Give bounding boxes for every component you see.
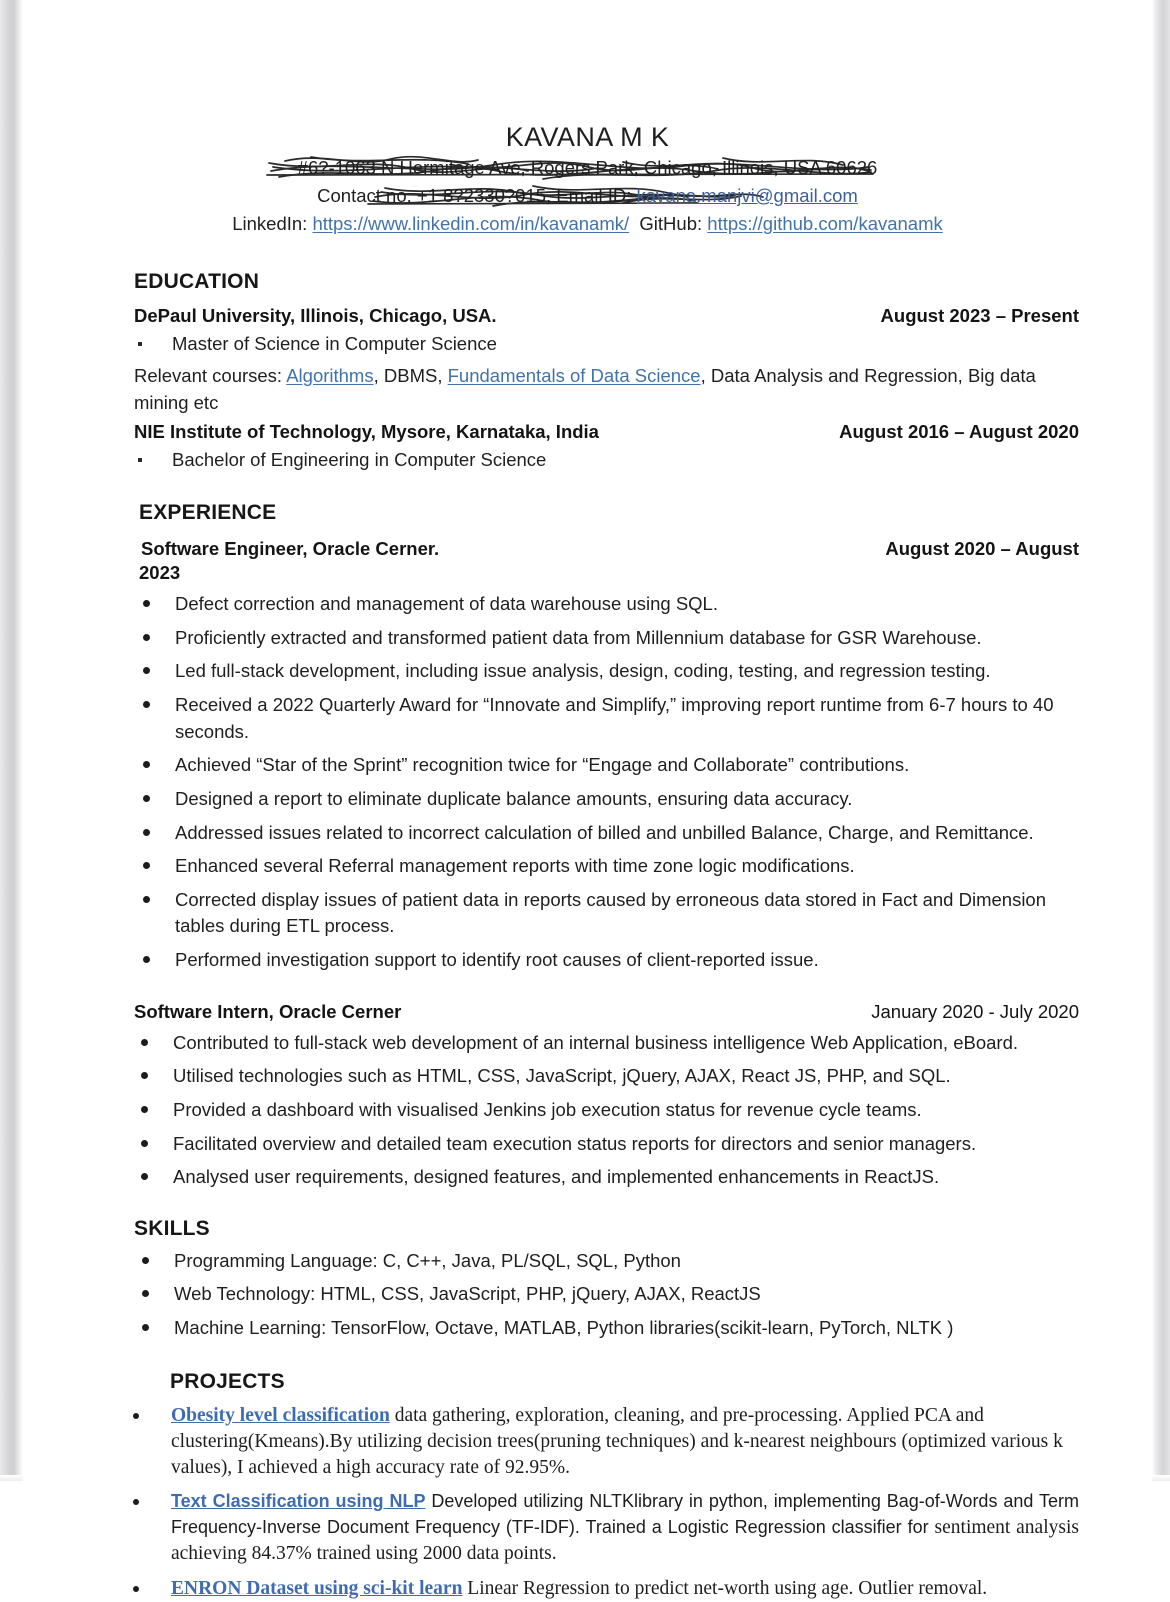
education-bullets-0 [134, 331, 1079, 358]
email-domain: vi@gmail.com [741, 185, 858, 207]
education-section [23, 270, 1152, 473]
list-item: Received a 2022 Quarterly Award for “Innovate and Simplify,” improving report runtime from 6-7 hours to 40 seconds. [135, 692, 1079, 745]
experience-bullets-0 [135, 591, 1079, 974]
resume-header [23, 0, 1152, 237]
email-link[interactable] [637, 185, 858, 206]
project-body-1-tail: sentiment analysis achieving 84.37% trained using 2000 data points. [171, 1517, 1079, 1565]
resume-document [23, 0, 1152, 1602]
list-item: Bachelor of Engineering in Computer Science [134, 447, 1079, 474]
list-item: Master of Science in Computer Science [134, 331, 1079, 358]
project-link-obesity-level-classification[interactable]: Obesity level classification [171, 1404, 390, 1426]
list-item [123, 1576, 1079, 1602]
education-bullets-1 [134, 447, 1079, 474]
list-item: Analysed user requirements, designed features, and implemented enhancements in ReactJS. [133, 1164, 1079, 1191]
contact-number: +1 8?2330?015 [416, 185, 547, 207]
github-link[interactable]: https://github.com/kavanamk [707, 213, 943, 235]
experience-section [23, 501, 1152, 1191]
projects-list [123, 1403, 1079, 1602]
experience-job-0 [139, 538, 1079, 974]
projects-section [23, 1370, 1152, 1602]
list-item: Enhanced several Referral management reports with time zone logic modifications. [135, 853, 1079, 880]
email-user-redacted: kavana.manj [636, 185, 742, 207]
page-left-edge-shadow [0, 0, 23, 1481]
list-item: Web Technology: HTML, CSS, JavaScript, PHP, jQuery, AJAX, ReactJS [134, 1281, 1079, 1308]
project-body-1: Developed utilizing NLTKlibrary in python, implementing Bag-of-Words and Term Frequency-Inverse Document Frequency (TF-IDF). Trained a Logistic Regression classifier for [171, 1491, 1079, 1538]
skills-heading: SKILLS [134, 1216, 210, 1240]
list-item: Designed a report to eliminate duplicate balance amounts, ensuring data accuracy. [135, 786, 1079, 813]
candidate-name: KAVANA M K [505, 122, 670, 152]
job-title-0: Software Engineer, Oracle Cerner. [141, 538, 440, 560]
project-body-0: data gathering, exploration, cleaning, and pre-processing. Applied PCA and clustering(Kmeans).By utilizing decision trees(pruning techniques) and k-nearest neighbours (optimized various k values), I achieved a high accuracy rate of 92.95%. [171, 1404, 1063, 1478]
skills-list [134, 1248, 1079, 1342]
page-right-edge-shadow [1152, 0, 1170, 1481]
list-item: Achieved “Star of the Sprint” recognition twice for “Engage and Collaborate” contributions. [135, 752, 1079, 779]
list-item: Utilised technologies such as HTML, CSS, JavaScript, jQuery, AJAX, React JS, PHP, and SQL. [133, 1063, 1079, 1090]
experience-heading: EXPERIENCE [139, 501, 277, 525]
list-item: Corrected display issues of patient data in reports caused by erroneous data stored in Fact and Dimension tables during ETL process. [135, 887, 1079, 940]
education-entry-header-1 [134, 421, 1079, 443]
project-body-2: Linear Regression to predict net-worth using age. Outlier removal. [462, 1578, 988, 1600]
relevant-courses-line [134, 363, 1079, 417]
list-item: Machine Learning: TensorFlow, Octave, MATLAB, Python libraries(scikit-learn, PyTorch, NLTK ) [134, 1315, 1079, 1342]
projects-heading: PROJECTS [170, 1369, 285, 1393]
courses-mid: , DBMS, [373, 364, 448, 386]
education-date-1: August 2016 – August 2020 [839, 420, 1079, 442]
email-label: , Email ID: [546, 185, 637, 207]
education-heading: EDUCATION [134, 270, 260, 294]
experience-bullets-1 [133, 1030, 1079, 1191]
courses-label: Relevant courses: [134, 364, 287, 386]
github-label: GitHub: [639, 213, 708, 235]
linkedin-label: LinkedIn: [232, 213, 313, 235]
experience-job-header-1 [134, 1001, 1079, 1023]
social-links-line [23, 211, 1152, 237]
link-separator [629, 213, 639, 234]
list-item: Contributed to full-stack web development of an internal business intelligence Web Application, eBoard. [133, 1030, 1079, 1057]
job-date-0-wrap: 2023 [139, 562, 181, 584]
list-item: Facilitated overview and detailed team execution status reports for directors and senior managers. [133, 1131, 1079, 1158]
address-text: #6?-1063 N Hermitage Ave, Rogers Park, Chicago, Illinois, USA 60626 [297, 157, 878, 179]
resume-page [23, 0, 1152, 1600]
job-date-0: August 2020 – August [885, 538, 1079, 560]
list-item: Performed investigation support to identify root causes of client-reported issue. [135, 947, 1079, 974]
linkedin-link[interactable]: https://www.linkedin.com/in/kavanamk/ [312, 213, 630, 235]
education-date-0: August 2023 – Present [880, 305, 1079, 327]
education-school-1: NIE Institute of Technology, Mysore, Karnataka, India [134, 420, 599, 442]
list-item: Addressed issues related to incorrect calculation of billed and unbilled Balance, Charge, and Remittance. [135, 820, 1079, 847]
job-date-1: January 2020 - July 2020 [871, 1000, 1079, 1022]
course-link-algorithms[interactable]: Algorithms [286, 364, 374, 386]
job-title-1: Software Intern, Oracle Cerner [134, 1000, 402, 1022]
education-entry-header-0 [134, 305, 1079, 327]
education-school-0: DePaul University, Illinois, Chicago, USA. [134, 305, 497, 327]
contact-label: Contact no. [317, 185, 417, 207]
project-link-enron-dataset-using-sci-kit-learn[interactable]: ENRON Dataset using sci-kit learn [171, 1578, 463, 1600]
course-link-fundamentals-of-data-science[interactable]: Fundamentals of Data Science [447, 364, 701, 386]
experience-job-header-0 [141, 538, 1079, 560]
project-link-text-classification-using-nlp[interactable]: Text Classification using NLP [171, 1491, 426, 1512]
list-item: Defect correction and management of data warehouse using SQL. [135, 591, 1079, 618]
experience-job-1 [134, 1001, 1079, 1191]
list-item: Programming Language: C, C++, Java, PL/SQL, SQL, Python [134, 1248, 1079, 1275]
list-item [123, 1489, 1079, 1567]
contact-line-redacted [23, 183, 1152, 210]
list-item: Provided a dashboard with visualised Jenkins job execution status for revenue cycle teams. [133, 1097, 1079, 1124]
list-item [123, 1403, 1079, 1481]
courses-tail: , Data Analysis and Regression, Big data mining etc [134, 364, 1036, 413]
address-line-redacted [23, 155, 1152, 181]
list-item: Led full-stack development, including issue analysis, design, coding, testing, and regression testing. [135, 658, 1079, 685]
skills-section [23, 1217, 1152, 1342]
list-item: Proficiently extracted and transformed patient data from Millennium database for GSR Warehouse. [135, 625, 1079, 652]
